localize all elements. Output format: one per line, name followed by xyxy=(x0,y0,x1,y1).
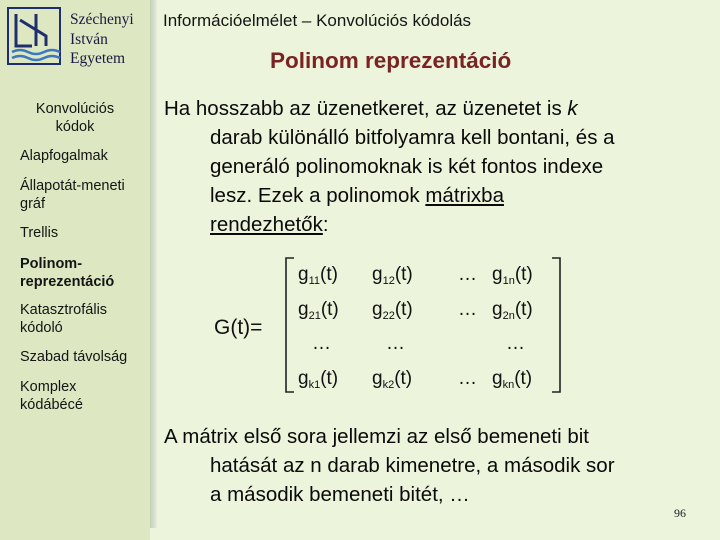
paragraph-line xyxy=(164,181,615,210)
generator-matrix xyxy=(212,252,572,398)
university-logo-icon xyxy=(6,6,62,66)
intro-paragraph xyxy=(164,94,615,239)
matrix-cell: … xyxy=(458,368,477,389)
variable-k: k xyxy=(567,97,578,120)
sidebar-item-katasztrofalis-kodolo[interactable] xyxy=(20,301,107,337)
text-run: : xyxy=(322,213,329,236)
matrix-cell: $g_{1n}(t)$ xyxy=(492,264,533,287)
matrix-cell: … xyxy=(386,333,405,354)
paragraph-line: darab különálló bitfolyamra kell bontani, és a xyxy=(210,126,615,149)
university-name xyxy=(70,10,134,69)
sidebar-item-label: Konvolúciós xyxy=(35,101,115,117)
matrix-cell: … xyxy=(506,333,525,354)
paragraph-line: A mátrix első sora jellemzi az első bemeneti bit xyxy=(164,425,589,448)
matrix-cell: … xyxy=(312,333,331,354)
sidebar-item-szabad-tavolsag[interactable] xyxy=(20,348,127,366)
logo-line-2: István xyxy=(70,30,108,48)
explanation-paragraph xyxy=(164,422,615,509)
paragraph-line: a második bemeneti bitét, … xyxy=(210,483,470,506)
paragraph-line: generáló polinomoknak is két fontos indexe xyxy=(210,155,604,178)
paragraph-line xyxy=(164,94,615,123)
sidebar-item-label: Trellis xyxy=(20,225,59,241)
matrix-cell: $g_{11}(t)$ xyxy=(298,264,338,287)
sidebar-item-label: kódábécé xyxy=(20,397,83,413)
matrix-cell: … xyxy=(458,264,477,285)
left-bracket xyxy=(286,258,294,392)
sidebar-item-trellis[interactable] xyxy=(20,224,58,242)
sidebar-item-label: Állapotát-meneti xyxy=(20,178,125,194)
sidebar-item-label: Szabad távolság xyxy=(20,349,128,365)
text-run: Ha hosszabb az üzenetkeret, az üzenetet is xyxy=(164,97,568,120)
text-run: lesz. Ezek a polinomok xyxy=(210,184,426,207)
slide-title: Polinom reprezentáció xyxy=(270,48,512,73)
sidebar-item-label: Alapfogalmak xyxy=(20,148,108,164)
paragraph-line xyxy=(164,210,615,239)
matrix-cell: $g_{12}(t)$ xyxy=(372,264,413,287)
sidebar-item-label: gráf xyxy=(20,196,45,212)
logo-line-3: Egyetem xyxy=(70,50,126,67)
sidebar-item-label: Polinom- xyxy=(20,256,83,272)
sidebar xyxy=(0,0,150,540)
matrix-cell: $g_{k1}(t)$ xyxy=(298,368,339,391)
sidebar-item-label: kódok xyxy=(55,119,95,135)
sidebar-item-label: Katasztrofális xyxy=(20,302,108,318)
sidebar-item-alapfogalmak[interactable] xyxy=(20,147,108,165)
matrix-cell: $g_{21}(t)$ xyxy=(298,299,339,322)
logo-line-1: Széchenyi xyxy=(70,11,134,28)
matrix-cell: $g_{k2}(t)$ xyxy=(372,368,413,391)
matrix-cell: … xyxy=(458,299,477,320)
matrix-cell: $g_{kn}(t)$ xyxy=(492,368,533,391)
page-number: 96 xyxy=(674,506,686,520)
sidebar-item-label: kódoló xyxy=(20,320,63,336)
header-title: Információelmélet – Konvolúciós kódolás xyxy=(163,11,472,30)
sidebar-item-polinom-reprezentacio[interactable] xyxy=(20,255,114,291)
matrix-lhs-label: G(t)= xyxy=(214,316,263,339)
sidebar-item-label: reprezentáció xyxy=(20,274,115,290)
sidebar-item-allapotatmeneti-graf[interactable] xyxy=(20,177,125,213)
matrix-cell: $g_{2n}(t)$ xyxy=(492,299,533,322)
generator-matrix-graphic xyxy=(212,252,572,398)
matrix-cell: $g_{22}(t)$ xyxy=(372,299,413,322)
right-bracket xyxy=(552,258,560,392)
matrix-link[interactable]: mátrixba xyxy=(425,184,504,207)
sidebar-item-komplex-kodabece[interactable] xyxy=(20,378,83,414)
paragraph-line: hatását az n darab kimenetre, a második sor xyxy=(210,454,615,477)
sidebar-divider xyxy=(150,0,157,528)
arrangeable-link[interactable]: rendezhetők xyxy=(210,213,323,236)
sidebar-item-label: Komplex xyxy=(20,379,77,395)
sidebar-item-konvolucios-kodok[interactable] xyxy=(0,100,150,136)
